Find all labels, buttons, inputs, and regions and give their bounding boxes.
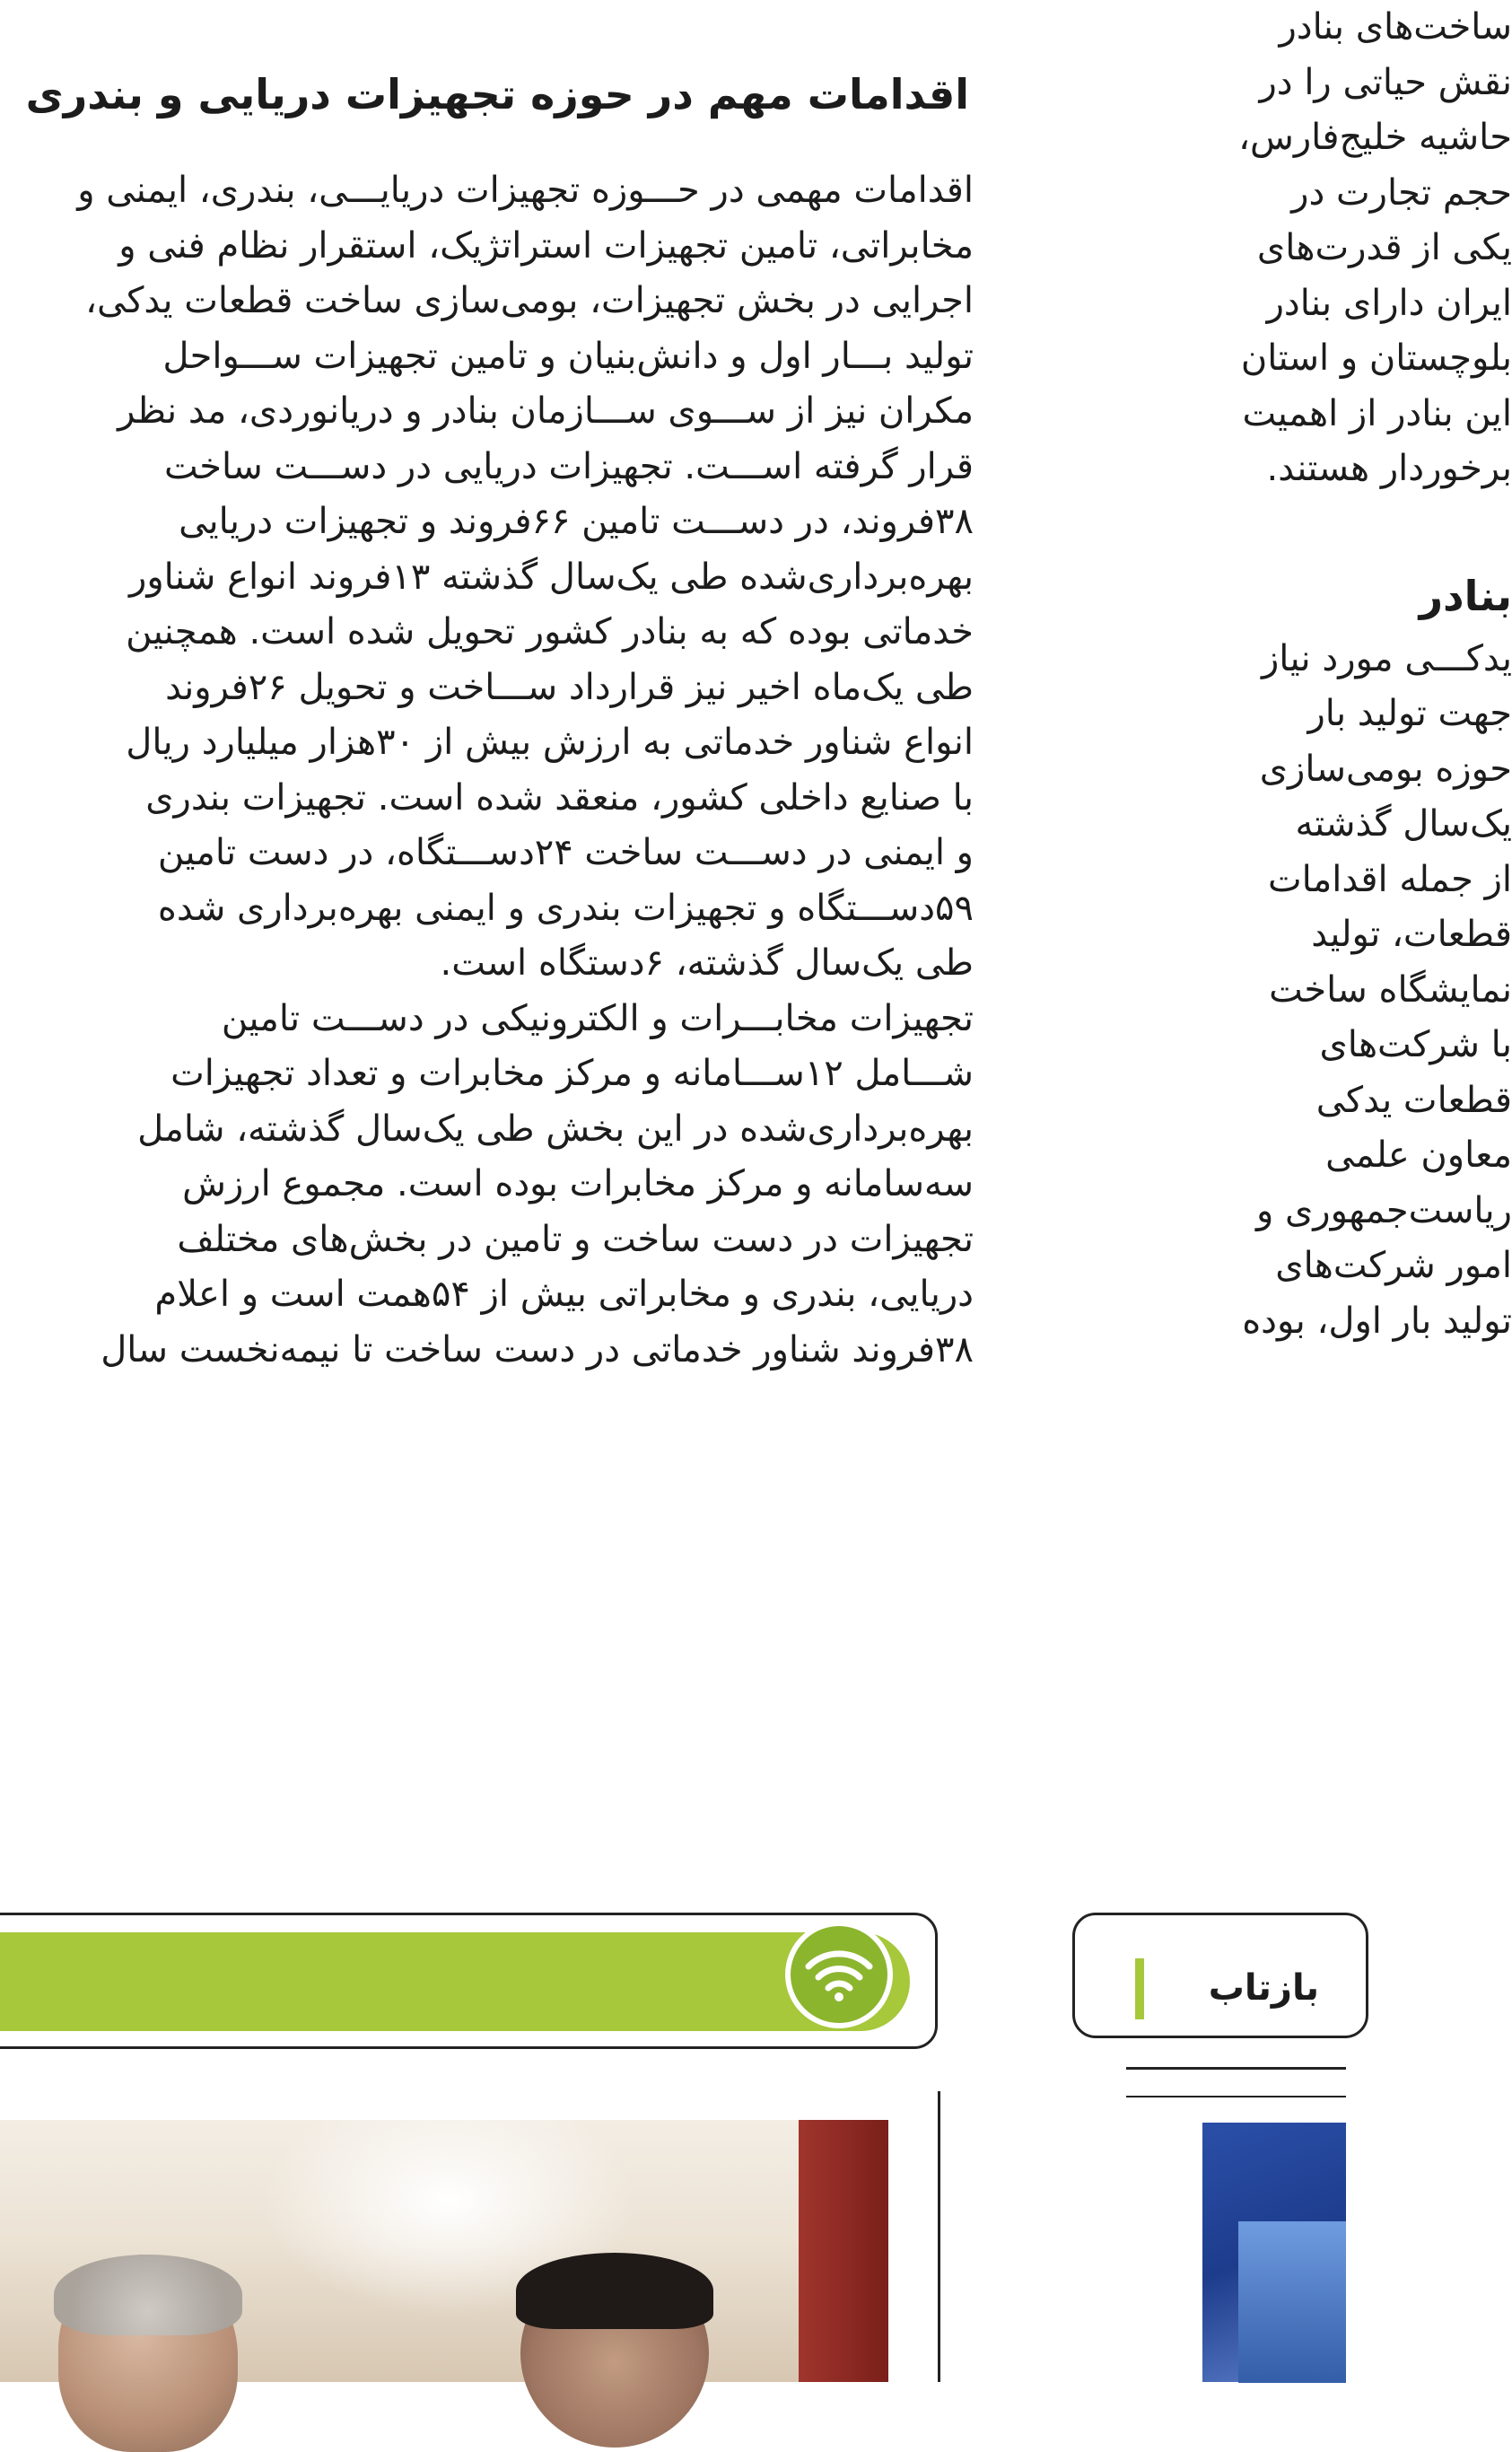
right-line: با شرکت‌های <box>1319 1024 1512 1065</box>
article-line: دریایی، بندری و مخابراتی بیش از ۵۴همت است و اعلام <box>154 1274 974 1315</box>
right-line: حاشیه خلیج‌فارس، <box>1238 117 1512 158</box>
article-line: قرار گرفته اســـت. تجهیزات دریایی در دســـت ساخت <box>164 445 974 487</box>
article-headline: اقدامات مهم در حوزه تجهیزات دریایی و بندری <box>25 70 969 118</box>
right-line: قطعات، تولید <box>1311 914 1512 955</box>
sidebar-label: بازتاب <box>1208 1967 1319 2009</box>
article-line: ۳۸فروند شناور خدماتی در دست ساخت تا نیمه‌نخست سال <box>101 1328 974 1370</box>
right-line: نمایشگاه ساخت <box>1269 968 1512 1011</box>
wifi-icon <box>785 1921 893 2028</box>
article-line: مخابراتی، تامین تجهیزات استراتژیک، استقرار نظام فنی و <box>118 224 974 267</box>
article-line: اجرایی در بخش تجهیزات، بومی‌سازی ساخت قطعات یدکی، <box>85 280 974 321</box>
article-line: بهره‌برداری‌شده طی یک‌سال گذشته ۱۳فروند انواع شناور <box>129 556 974 598</box>
article-line: انواع شناور خدماتی به ارزش بیش از ۳۰هزار میلیارد ریال <box>126 722 974 763</box>
right-line: حجم تجارت در <box>1291 171 1512 214</box>
right-line: معاون علمی <box>1325 1134 1512 1176</box>
article-line: تجهیزات مخابـــرات و الکترونیکی در دســـت تامین <box>221 997 974 1039</box>
article-line: اقدامات مهمی در حـــوزه تجهیزات دریایـــی، بندری، ایمنی و <box>77 170 974 211</box>
divider <box>1126 2067 1346 2070</box>
photo-backdrop <box>799 2120 888 2382</box>
right-line: نقش حیاتی را در <box>1259 61 1512 103</box>
right-section-title: بنادر <box>1419 571 1512 620</box>
right-line: قطعات یدکی <box>1315 1079 1512 1121</box>
article-line: تجهیزات در دست ساخت و تامین در بخش‌های مختلف <box>177 1218 974 1260</box>
article-line: سه‌سامانه و مرکز مخابرات بوده است. مجموع ارزش <box>182 1163 974 1204</box>
article-line: طی یک‌سال گذشته، ۶دستگاه است. <box>440 942 974 984</box>
article-line: ۵۹دســـتگاه و تجهیزات بندری و ایمنی بهره‌برداری شده <box>157 887 974 929</box>
right-line: از جمله اقدامات <box>1267 858 1512 900</box>
article-line: شـــامل ۱۲ســـامانه و مرکز مخابرات و تعداد تجهیزات <box>170 1053 974 1094</box>
right-line: امور شرکت‌های <box>1275 1245 1512 1286</box>
article-line: طی یک‌ماه اخیر نیز قرارداد ســـاخت و تحویل ۲۶فروند <box>165 666 974 708</box>
right-line: ریاست‌جمهوری و <box>1255 1189 1512 1231</box>
article-line: ۳۸فروند، در دســـت تامین ۶۶فروند و تجهیزات دریایی <box>179 501 974 542</box>
article-line: با صنایع داخلی کشور، منعقد شده است. تجهیزات بندری <box>145 776 974 819</box>
sidebar-photo-screen <box>1238 2221 1346 2383</box>
news-photo <box>0 2120 888 2382</box>
sidebar-photo <box>1202 2123 1346 2382</box>
article-line: و ایمنی در دســـت ساخت ۲۴دســـتگاه، در دست تامین <box>157 832 974 873</box>
person-hair <box>54 2255 242 2335</box>
right-line: یک‌سال گذشته <box>1295 803 1512 845</box>
right-line: برخوردار هستند. <box>1266 448 1512 489</box>
article-line: خدماتی بوده که به بنادر کشور تحویل شده است. همچنین <box>126 611 974 652</box>
section-banner <box>0 1913 938 2049</box>
right-line: این بنادر از اهمیت <box>1242 392 1512 434</box>
divider <box>938 2091 940 2382</box>
banner-bar <box>0 1932 910 2031</box>
article-line: بهره‌برداری‌شده در این بخش طی یک‌سال گذشته، شامل <box>137 1108 974 1150</box>
article-line: مکران نیز از ســـوی ســـازمان بنادر و دریانوردی، مد نظر <box>118 390 974 432</box>
right-column-text <box>1045 0 1512 1349</box>
right-line: بلوچستان و استان <box>1240 337 1512 379</box>
article-body <box>0 163 974 1378</box>
right-line: تولید بار اول، بوده <box>1242 1300 1512 1342</box>
right-line: یکی از قدرت‌های <box>1256 227 1512 268</box>
article-line: تولید بـــار اول و دانش‌بنیان و تامین تجهیزات ســـواحل <box>162 335 974 377</box>
person-hair <box>516 2253 713 2329</box>
article-column <box>0 0 978 1687</box>
right-line: جهت تولید بار <box>1307 693 1512 734</box>
right-line: یدکـــی مورد نیاز <box>1261 637 1512 679</box>
right-line: ایران دارای بنادر <box>1266 282 1512 324</box>
right-line: حوزه بومی‌سازی <box>1259 748 1512 790</box>
right-line: ساخت‌های بنادر <box>1279 6 1512 48</box>
right-column <box>1045 0 1512 1975</box>
divider <box>1126 2096 1346 2097</box>
